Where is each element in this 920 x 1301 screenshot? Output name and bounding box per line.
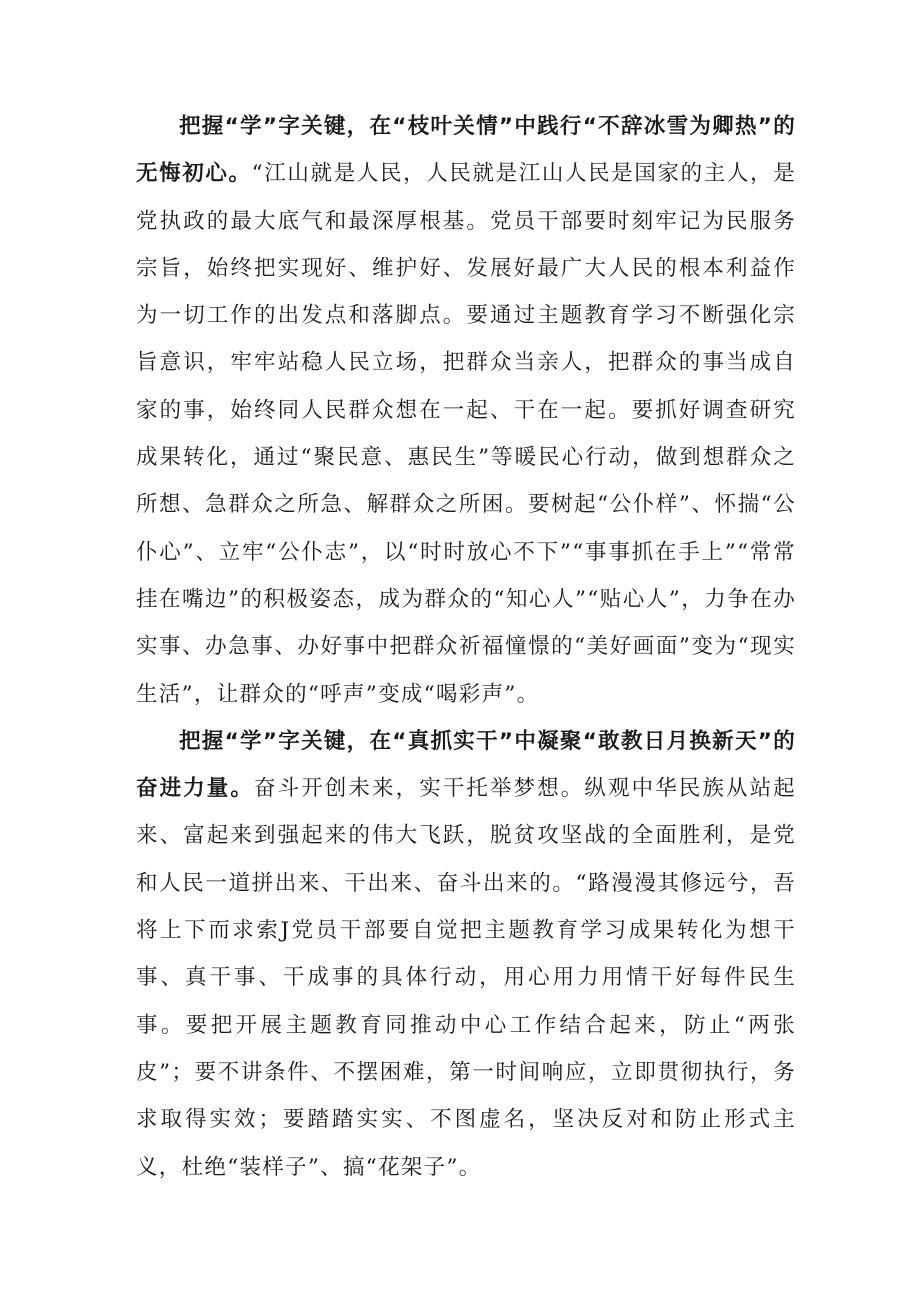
paragraph-1 — [136, 103, 796, 718]
paragraph-2 — [136, 718, 796, 1191]
paragraph-1-body: “江山就是人民，人民就是江山人民是国家的主人，是党执政的最大底气和最深厚根基。党员干部要时刻牢记为民服务宗旨，始终把实现好、维护好、发展好最广大人民的根本利益作为一切工作的出发点和落脚点。要通过主题教育学习不断强化宗旨意识，牢牢站稳人民立场，把群众当亲人，把群众的事当成自家的事，始终同人民群众想在一起、干在一起。要抓好调查研究成果转化，通过“聚民意、惠民生”等暖民心行动，做到想群众之所想、急群众之所急、解群众之所困。要树起“公仆样”、怀揣“公仆心”、立牢“公仆志”，以“时时放心不下”“事事抓在手上”“常常挂在嘴边”的积极姿态，成为群众的“知心人”“贴心人”，力争在办实事、办急事、办好事中把群众祈福憧憬的“美好画面”变为“现实生活”，让群众的“呼声”变成“喝彩声”。 — [136, 161, 796, 707]
paragraph-2-lead: 把握“学”字关键，在“真抓实干”中凝聚“敢教日月换新天”的奋进力量。 — [136, 728, 796, 802]
document-body — [136, 103, 796, 1191]
paragraph-1-lead: 把握“学”字关键，在“枝叶关情”中践行“不辞冰雪为卿热”的无悔初心。 — [136, 114, 796, 187]
paragraph-2-body: 奋斗开创未来，实干托举梦想。纵观中华民族从站起来、富起来到强起来的伟大飞跃，脱贫攻坚战的全面胜利，是党和人民一道拼出来、干出来、奋斗出来的。“路漫漫其修远兮，吾将上下而求索J党员干部要自觉把主题教育学习成果转化为想干事、真干事、干成事的具体行动，用心用力用情干好每件民生事。要把开展主题教育同推动中心工作结合起来，防止“两张皮”；要不讲条件、不摆困难，第一时间响应，立即贯彻执行，务求取得实效；要踏踏实实、不图虚名，坚决反对和防止形式主义，杜绝“装样子”、搞“花架子”。 — [136, 776, 796, 1180]
